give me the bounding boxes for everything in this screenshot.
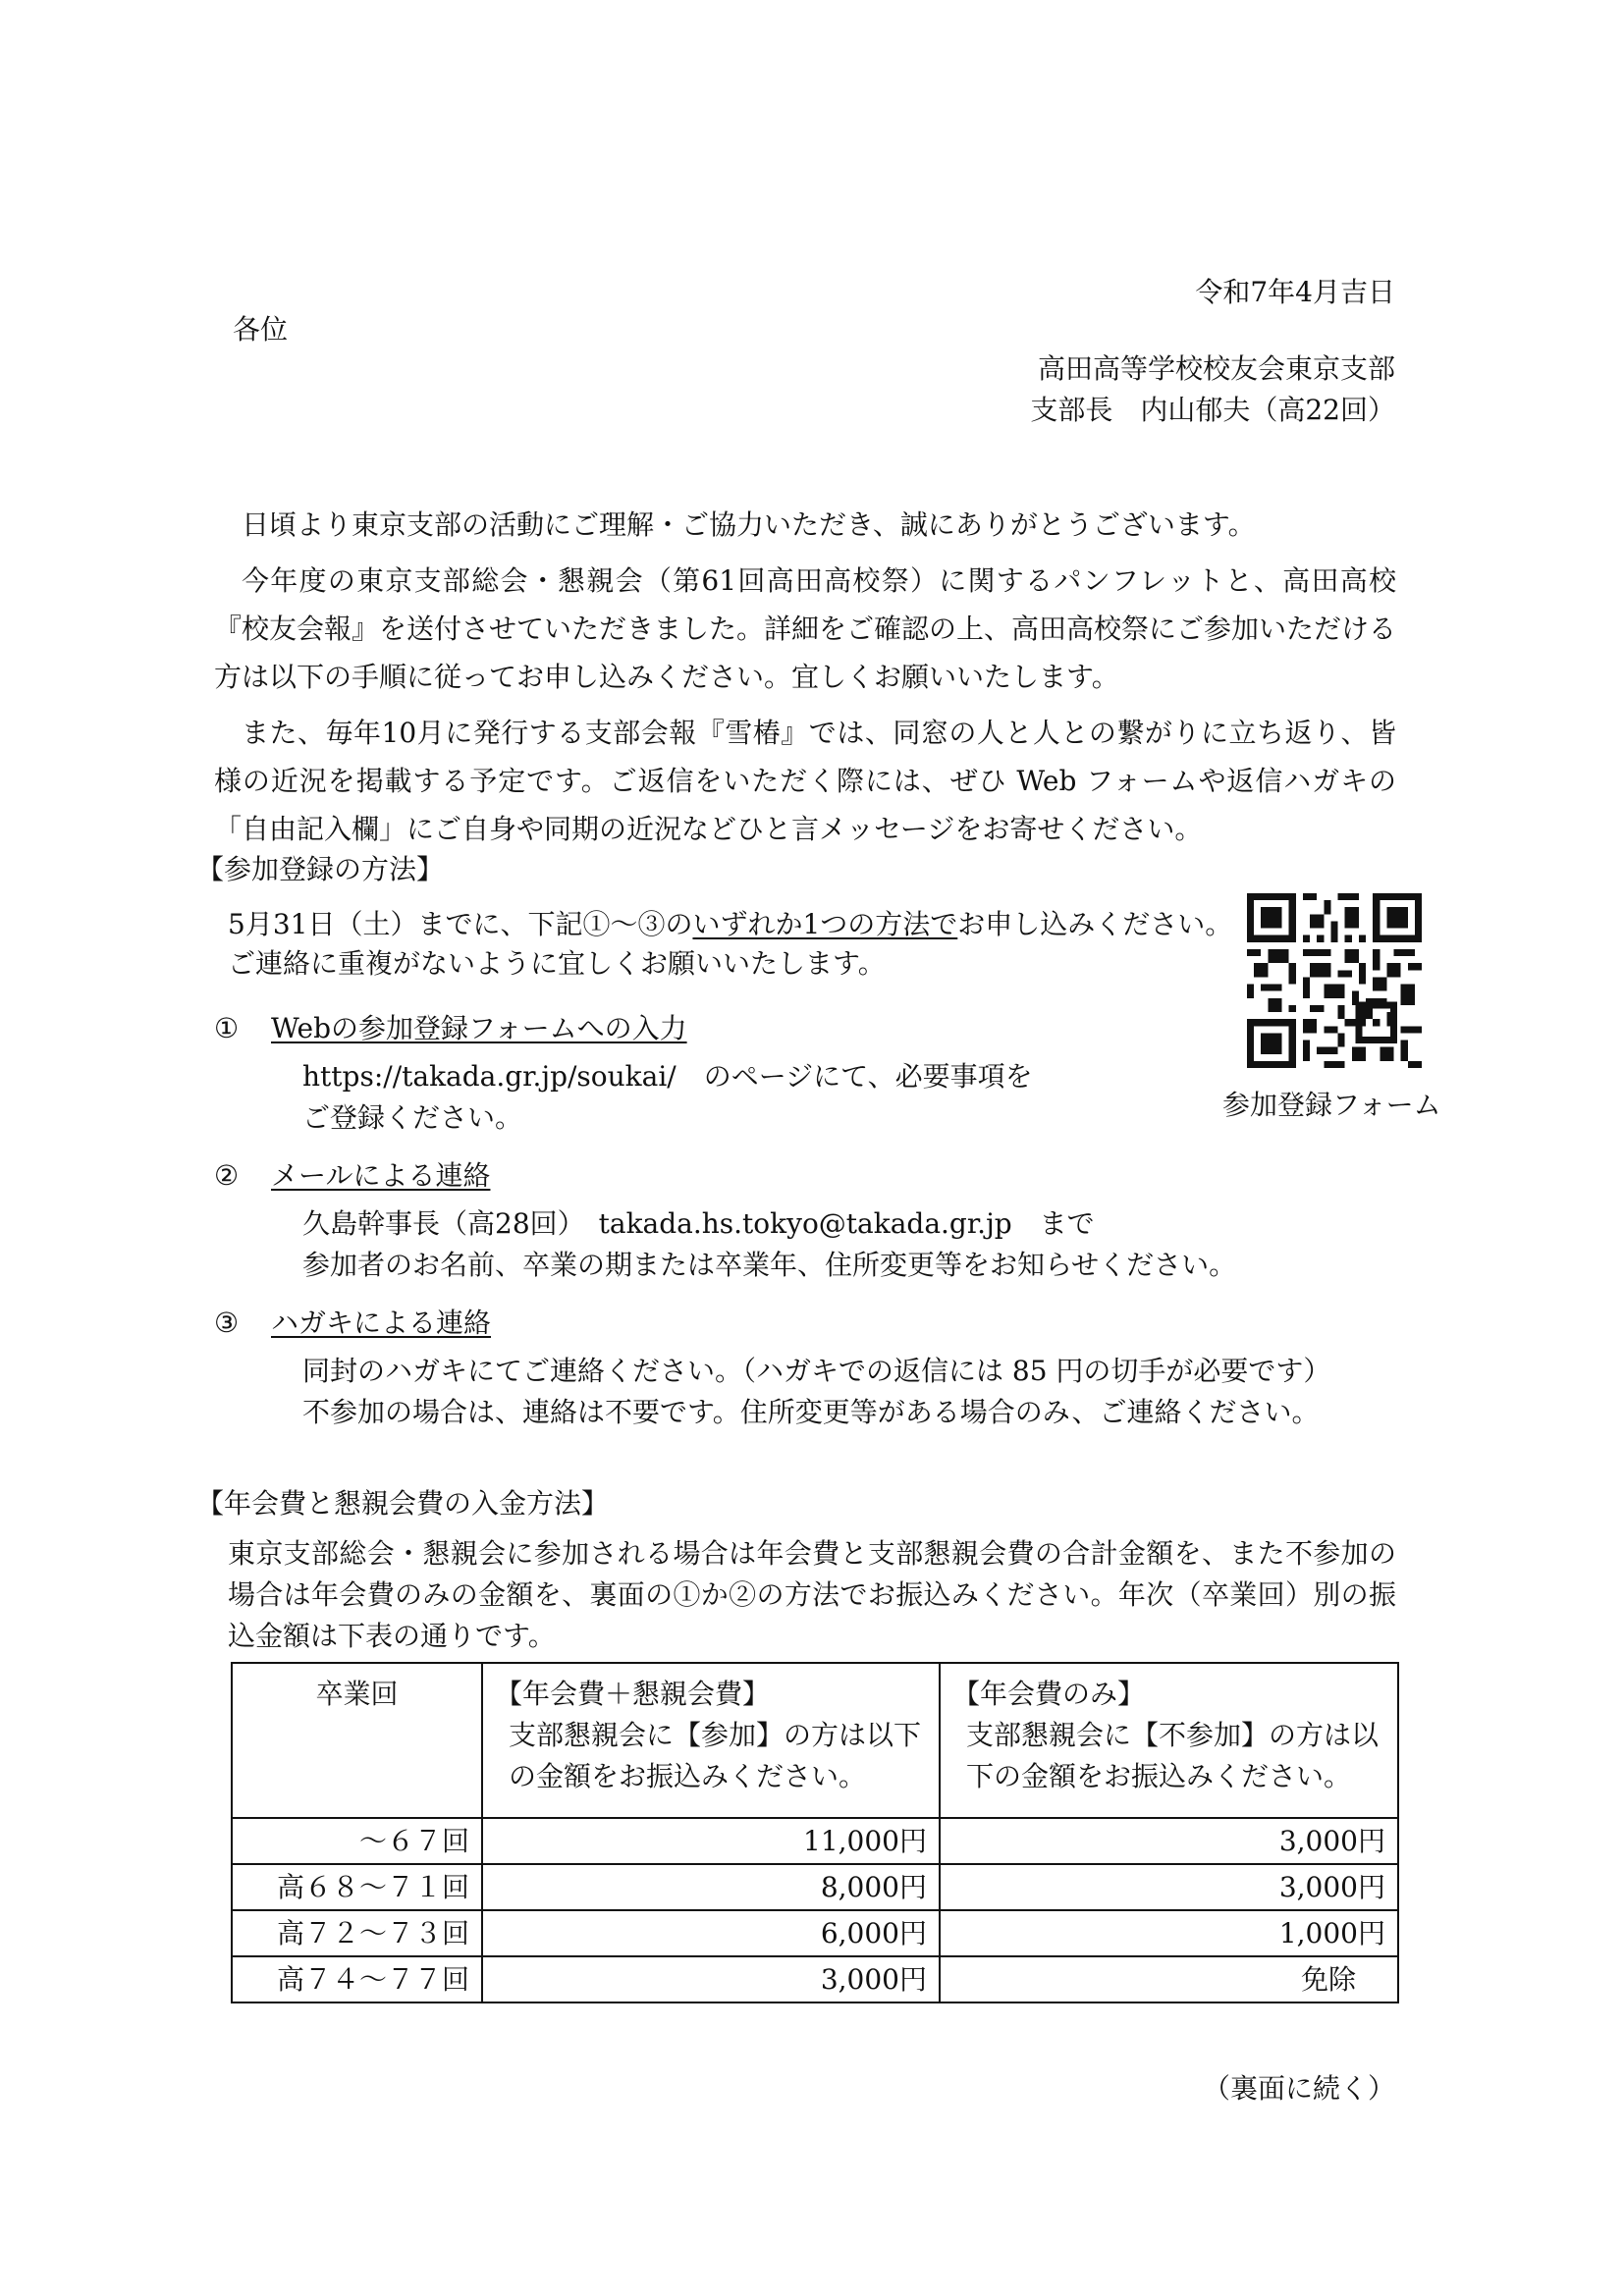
sender-name: 支部長 内山郁夫（高22回） — [1030, 394, 1395, 426]
intro-paragraph-3: また、毎年10月に発行する支部会報『雪椿』では、同窓の人と人との繋がりに立ち返り、皆様の近況を掲載する予定です。ご返信をいただく際には、ぜひ Web フォームや返信ハガキの「自由記入欄」にご自身や同期の近況などひと言メッセージをお寄せください。 — [214, 717, 1396, 845]
addressee: 各位 — [233, 313, 289, 346]
header-fee-only-title: 【年会費のみ】 — [952, 1678, 1146, 1710]
graduation-cell: ～６７回 — [232, 1818, 482, 1864]
fee-with-party-cell: 3,000円 — [482, 1956, 940, 2002]
fee-table — [231, 1662, 1399, 2003]
header-graduation: 卒業回 — [232, 1663, 482, 1818]
deadline-text-after: お申し込みください。 — [957, 908, 1233, 940]
payment-heading: 【年会費と懇親会費の入金方法】 — [196, 1487, 610, 1520]
intro-paragraph-2: 今年度の東京支部総会・懇親会（第61回高田高校祭）に関するパンフレットと、高田高校『校友会報』を送付させていただきました。詳細をご確認の上、高田高校祭にご参加いただける方は以下の手順に従ってお申し込みください。宜しくお願いいたします。 — [214, 564, 1397, 693]
fee-table-header — [232, 1663, 1398, 1818]
deadline-text-before: 5月31日（土）までに、下記①～③の — [228, 908, 693, 940]
sender-organization: 高田高等学校校友会東京支部 — [1037, 352, 1395, 385]
graduation-cell: 高６８～７１回 — [232, 1864, 482, 1910]
method-3-line-2: 不参加の場合は、連絡は不要です。住所変更等がある場合のみ、ご連絡ください。 — [302, 1396, 1320, 1428]
date: 令和7年4月吉日 — [1195, 276, 1395, 308]
method-3-number: ③ — [214, 1307, 240, 1339]
method-3-title: ハガキによる連絡 — [271, 1307, 492, 1339]
payment-text: 東京支部総会・懇親会に参加される場合は年会費と支部懇親会費の合計金額を、また不参加の場合は年会費のみの金額を、裏面の①か②の方法でお振込みください。年次（卒業回）別の振込金額は下表の通りです。 — [228, 1537, 1396, 1652]
header-fee-only — [940, 1663, 1398, 1818]
fee-only-cell: 1,000円 — [940, 1910, 1398, 1956]
method-1-number: ① — [214, 1012, 240, 1044]
table-row — [232, 1956, 1398, 2002]
qr-code-image[interactable] — [1247, 893, 1422, 1068]
registration-note: ご連絡に重複がないように宜しくお願いいたします。 — [228, 947, 886, 980]
fee-only-cell: 3,000円 — [940, 1864, 1398, 1910]
intro-section — [214, 501, 1396, 853]
fee-only-cell: 免除 — [940, 1956, 1398, 2002]
graduation-cell: 高７２～７３回 — [232, 1910, 482, 1956]
registration-deadline — [228, 907, 1232, 942]
method-1-line-2: ご登録ください。 — [302, 1101, 523, 1134]
fee-only-cell: 3,000円 — [940, 1818, 1398, 1864]
method-2-number: ② — [214, 1159, 240, 1192]
method-3-line-1: 同封のハガキにてご連絡ください。（ハガキでの返信には 85 円の切手が必要です） — [302, 1355, 1331, 1387]
method-2-line-1: 久島幹事長（高28回） takada.hs.tokyo@takada.gr.jp まで — [302, 1207, 1095, 1240]
deadline-text-underlined: いずれか1つの方法で — [692, 908, 958, 940]
method-2-line-2: 参加者のお名前、卒業の期または卒業年、住所変更等をお知らせください。 — [302, 1249, 1237, 1281]
registration-heading: 【参加登録の方法】 — [196, 853, 445, 885]
table-row — [232, 1910, 1398, 1956]
header-fee-with-party-desc: 支部懇親会に【参加】の方は以下の金額をお振込みください。 — [509, 1719, 922, 1792]
table-row — [232, 1818, 1398, 1864]
fee-with-party-cell: 11,000円 — [482, 1818, 940, 1864]
qr-caption: 参加登録フォーム — [1222, 1089, 1441, 1121]
header-fee-with-party-title: 【年会費＋懇親会費】 — [495, 1678, 771, 1710]
intro-paragraph-1: 日頃より東京支部の活動にご理解・ご協力いただき、誠にありがとうございます。 — [242, 508, 1256, 541]
header-fee-with-party — [482, 1663, 940, 1818]
graduation-cell: 高７４～７７回 — [232, 1956, 482, 2002]
header-fee-only-desc: 支部懇親会に【不参加】の方は以下の金額をお振込みください。 — [966, 1719, 1380, 1792]
fee-with-party-cell: 6,000円 — [482, 1910, 940, 1956]
payment-section — [228, 1533, 1396, 1657]
table-row — [232, 1864, 1398, 1910]
method-1-line-1: https://takada.gr.jp/soukai/ のページにて、必要事項を — [302, 1060, 1033, 1093]
method-1-title: Webの参加登録フォームへの入力 — [271, 1012, 687, 1044]
continued-note: （裏面に続く） — [1202, 2072, 1395, 2105]
fee-with-party-cell: 8,000円 — [482, 1864, 940, 1910]
method-2-title: メールによる連絡 — [271, 1159, 491, 1192]
